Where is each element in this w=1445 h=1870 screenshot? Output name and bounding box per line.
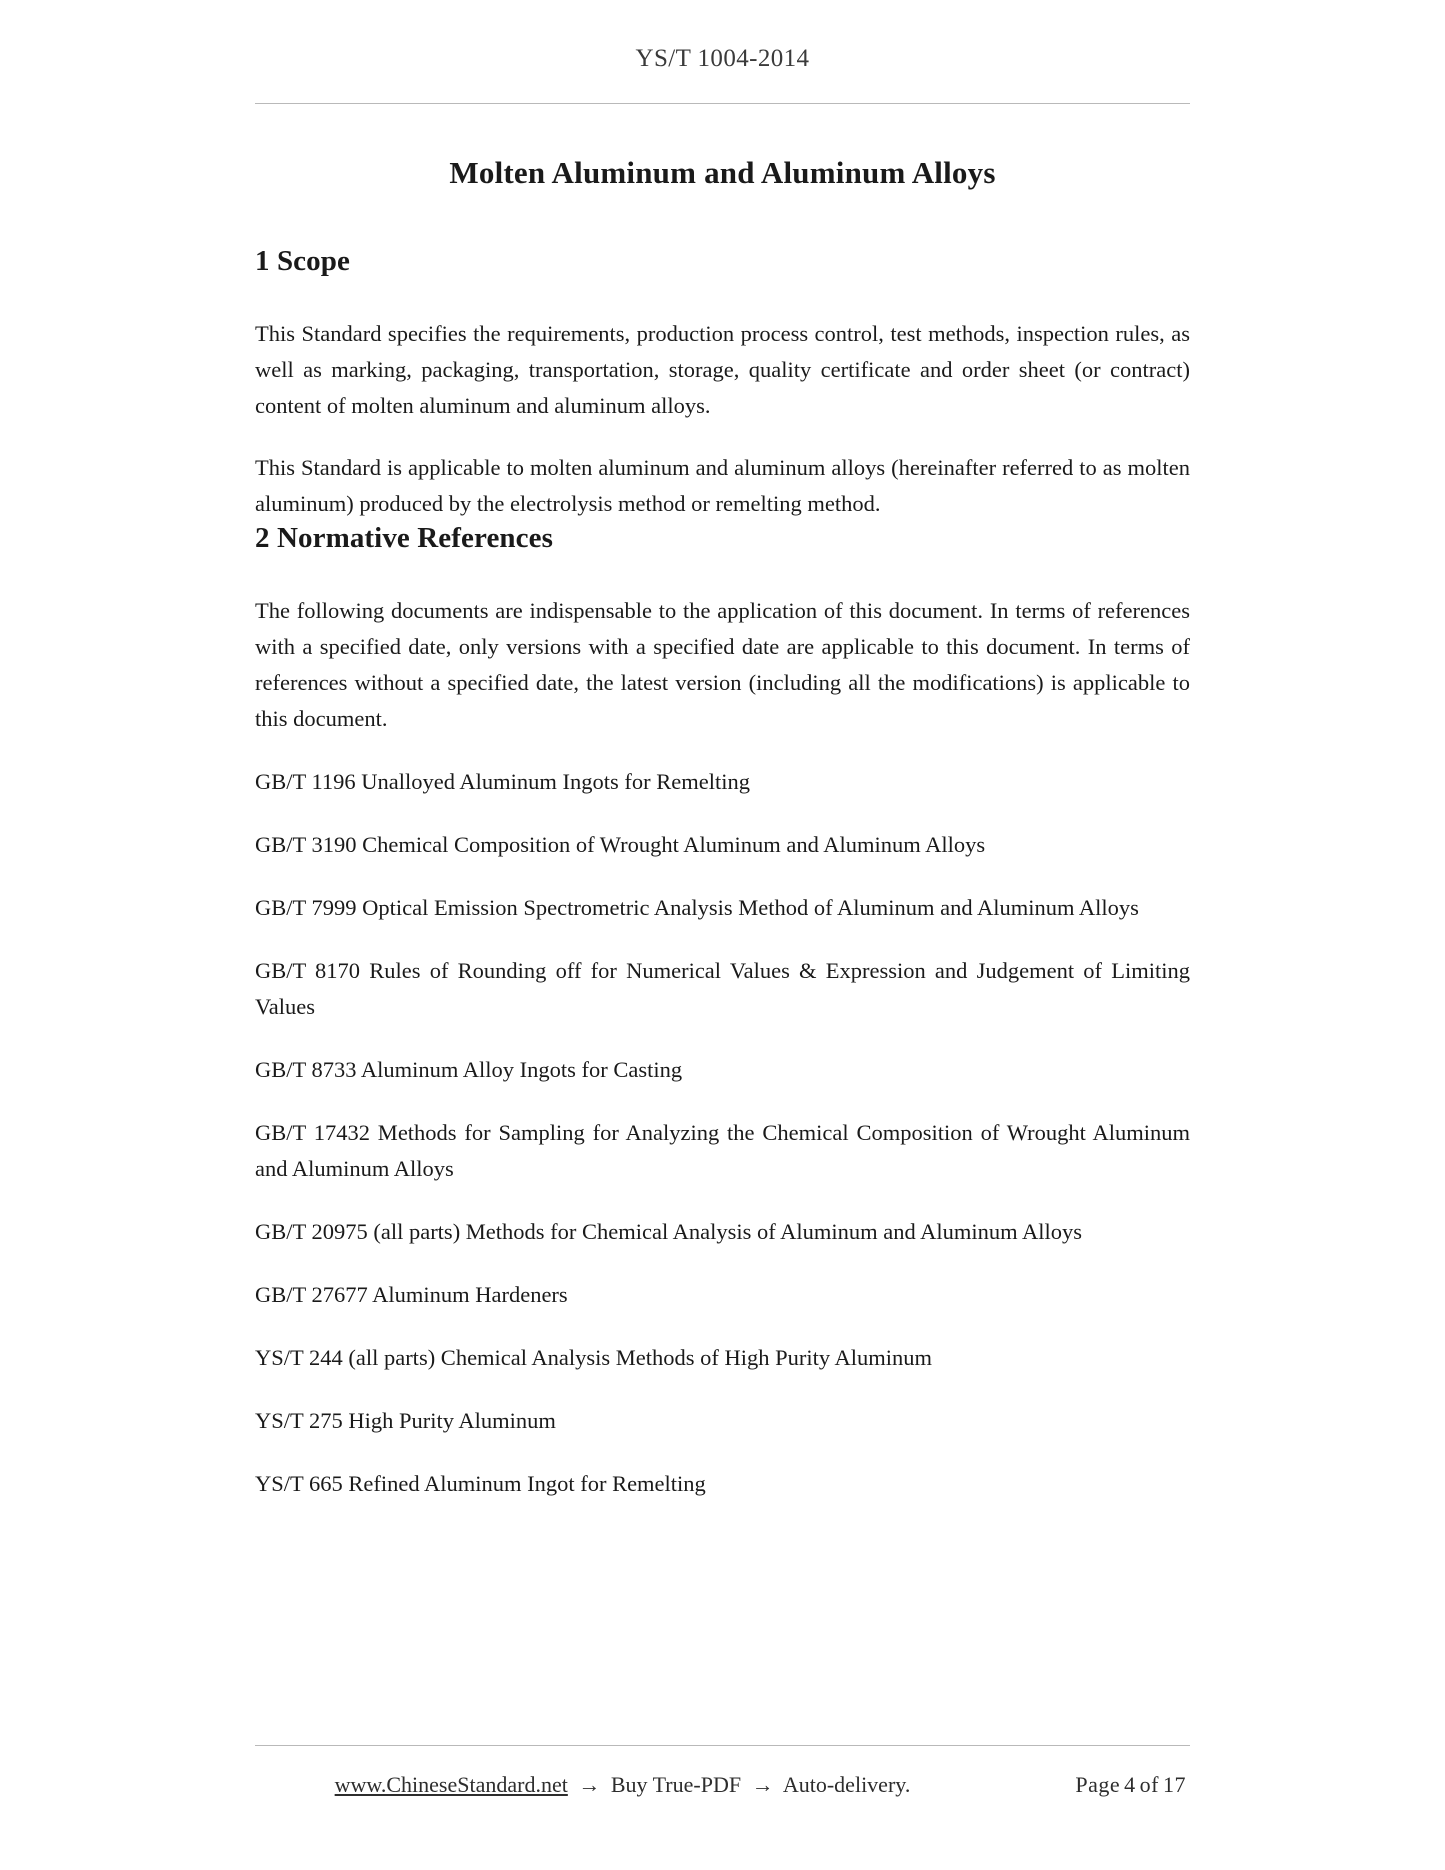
spacer [255, 1439, 1190, 1466]
spacer [255, 800, 1190, 827]
reference-item: GB/T 3190 Chemical Composition of Wrought Aluminum and Aluminum Alloys [255, 832, 986, 857]
header-divider [255, 103, 1190, 104]
arrow-right-icon: → [578, 1772, 601, 1797]
reference-item: GB/T 17432 Methods for Sampling for Analyzing the Chemical Composition of Wrought Aluminum and Aluminum Alloys [255, 1120, 1190, 1181]
page-title: Molten Aluminum and Aluminum Alloys [449, 155, 996, 190]
website-link[interactable]: www.ChineseStandard.net [334, 1772, 568, 1797]
buy-label: Buy True-PDF [610, 1772, 742, 1797]
page-header [255, 45, 1190, 73]
page-footer [255, 1765, 1190, 1805]
document-body [255, 245, 1190, 1502]
spacer [255, 1376, 1190, 1403]
reference-item: GB/T 7999 Optical Emission Spectrometric Analysis Method of Aluminum and Aluminum Alloys [255, 895, 1139, 920]
scope-paragraph-2: This Standard is applicable to molten aluminum and aluminum alloys (hereinafter referred to as molten aluminum) produced by the electrolysis method or remelting method. [255, 455, 1190, 516]
reference-item: GB/T 20975 (all parts) Methods for Chemical Analysis of Aluminum and Aluminum Alloys [255, 1219, 1083, 1244]
scope-paragraph-1: This Standard specifies the requirements, production process control, test methods, inspection rules, as well as marking, packaging, transportation, storage, quality certificate and order sheet (or contract) content of molten aluminum and aluminum alloys. [255, 321, 1190, 418]
arrow-right-icon: → [751, 1772, 774, 1797]
spacer [255, 278, 1190, 316]
spacer [255, 424, 1190, 450]
spacer [255, 1025, 1190, 1052]
reference-item: GB/T 8170 Rules of Rounding off for Numerical Values & Expression and Judgement of Limiting Values [255, 958, 1190, 1019]
page-word: Page [1075, 1772, 1121, 1797]
standard-code: YS/T 1004-2014 [635, 45, 810, 72]
spacer [255, 1187, 1190, 1214]
spacer [255, 1088, 1190, 1115]
reference-item: GB/T 1196 Unalloyed Aluminum Ingots for Remelting [255, 769, 750, 794]
spacer [255, 926, 1190, 953]
page-number: 4 [1124, 1772, 1136, 1797]
spacer [255, 555, 1190, 593]
normative-references-intro: The following documents are indispensable to the application of this document. In terms of references with a specified date, only versions with a specified date are applicable to this document. In terms of references without a specified date, the latest version (including all the modifications) is applicable to this document. [255, 598, 1190, 731]
spacer [255, 863, 1190, 890]
reference-item: GB/T 8733 Aluminum Alloy Ingots for Casting [255, 1057, 683, 1082]
reference-item: YS/T 244 (all parts) Chemical Analysis Methods of High Purity Aluminum [255, 1345, 933, 1370]
spacer [255, 737, 1190, 764]
reference-item: YS/T 665 Refined Aluminum Ingot for Remelting [255, 1471, 706, 1496]
reference-item: YS/T 275 High Purity Aluminum [255, 1408, 556, 1433]
reference-item: GB/T 27677 Aluminum Hardeners [255, 1282, 568, 1307]
footer-promo [255, 1772, 980, 1798]
spacer [255, 1313, 1190, 1340]
total-pages: 17 [1163, 1772, 1186, 1797]
page-indicator [980, 1772, 1190, 1798]
delivery-label: Auto-delivery. [782, 1772, 911, 1797]
footer-divider [255, 1745, 1190, 1746]
spacer [255, 1250, 1190, 1277]
of-word: of [1139, 1772, 1159, 1797]
section-heading-normative-references: 2 Normative References [255, 522, 553, 554]
section-heading-scope: 1 Scope [255, 245, 350, 277]
